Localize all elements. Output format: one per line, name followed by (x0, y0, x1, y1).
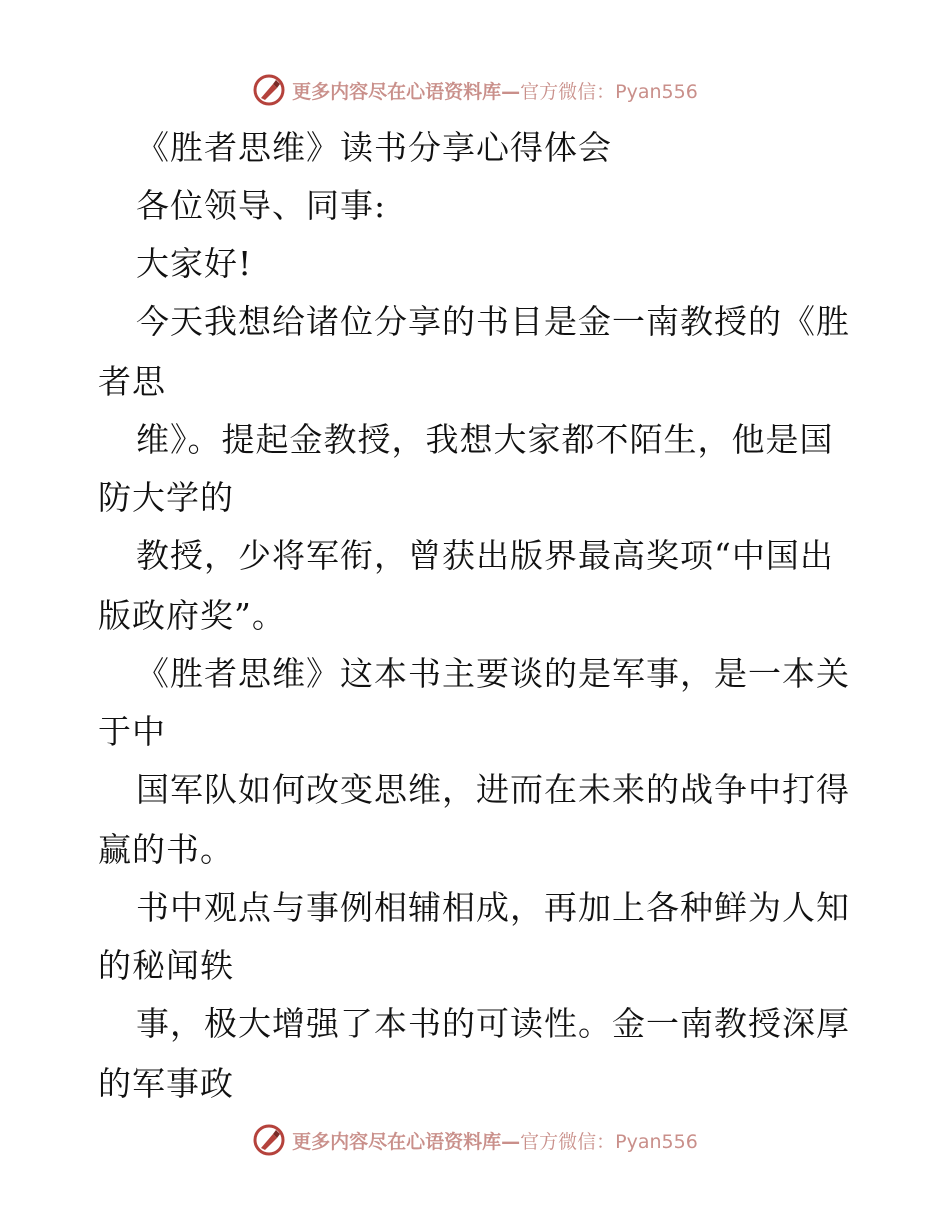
text-line: 的军事政 (98, 1064, 234, 1103)
text-line: 《胜者思维》这本书主要谈的是军事，是一本关 (136, 654, 850, 693)
document-title: 《胜者思维》读书分享心得体会 (136, 128, 612, 167)
footer-banner-text: 更多内容尽在心语资料库—官方微信：Pyan556 (292, 1130, 698, 1153)
text-line: 防大学的 (98, 478, 234, 517)
text-line: 国军队如何改变思维，进而在未来的战争中打得 (136, 770, 850, 809)
text-line: 教授，少将军衔，曾获出版界最高奖项“中国出 (136, 536, 834, 575)
header-banner-text: 更多内容尽在心语资料库—官方微信：Pyan556 (292, 80, 698, 103)
text-line: 版政府奖”。 (98, 596, 286, 635)
text-line: 事，极大增强了本书的可读性。金一南教授深厚 (136, 1004, 850, 1043)
text-line: 今天我想给诸位分享的书目是金一南教授的《胜 (136, 302, 850, 341)
salutation: 各位领导、同事: (136, 186, 387, 225)
text-line: 于中 (98, 712, 166, 751)
greeting: 大家好! (136, 244, 253, 283)
footer-banner (0, 1120, 950, 1160)
text-line: 者思 (98, 362, 166, 401)
text-line: 的秘闻轶 (98, 946, 234, 985)
text-line: 维》。提起金教授，我想大家都不陌生，他是国 (136, 420, 834, 459)
header-banner (0, 70, 950, 110)
pen-logo-icon (252, 1123, 286, 1157)
text-line: 书中观点与事例相辅相成，再加上各种鲜为人知 (136, 888, 850, 927)
text-line: 赢的书。 (98, 830, 234, 869)
pen-logo-icon (252, 73, 286, 107)
